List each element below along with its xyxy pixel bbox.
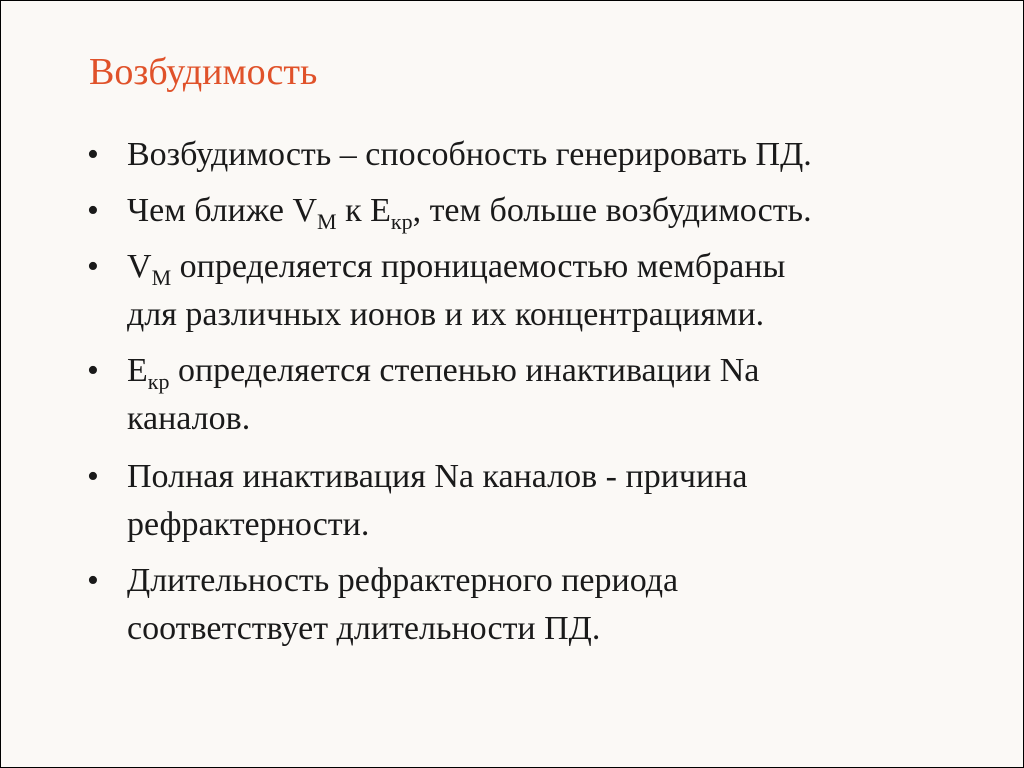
- bullet-marker: •: [87, 248, 99, 285]
- bullet-2-text-part: Чем ближе V: [127, 192, 318, 229]
- bullet-2-text-part: к E: [336, 192, 391, 229]
- bullet-4-line-2: каналов.: [127, 400, 251, 437]
- bullet-2-text: [127, 185, 812, 240]
- bullet-1-text: Возбудимость – способность генерировать ПД.: [127, 136, 812, 173]
- subscript-kr: кр: [390, 209, 413, 234]
- bullet-6-line-2: соответствует длительности ПД.: [127, 610, 601, 647]
- bullet-4-text-part: E: [127, 352, 148, 389]
- bullet-5-line-2: рефрактерности.: [127, 506, 370, 543]
- bullet-marker: •: [87, 352, 99, 389]
- bullet-2-text-part: , тем больше возбудимость.: [412, 192, 812, 229]
- subscript-m: M: [151, 265, 172, 290]
- bullet-marker: •: [87, 136, 99, 173]
- bullet-3-line-2: для различных ионов и их концентрациями.: [127, 296, 765, 333]
- bullet-3-line-1: [127, 241, 785, 296]
- bullet-marker: •: [87, 562, 99, 599]
- subscript-m: M: [317, 209, 337, 234]
- bullet-marker: •: [87, 192, 99, 229]
- bullet-3-text-part: V: [127, 248, 152, 285]
- bullet-5-line-1: Полная инактивация Na каналов - причина: [127, 458, 748, 495]
- bullet-4-line-1: [127, 345, 759, 400]
- bullet-4-text-part: определяется степенью инактивации Na: [169, 352, 760, 389]
- bullet-3-text-part: определяется проницаемостью мембраны: [171, 248, 786, 285]
- bullet-6-line-1: Длительность рефрактерного периода: [127, 562, 679, 599]
- bullet-marker: •: [87, 458, 99, 495]
- slide-title: Возбудимость: [89, 51, 318, 93]
- subscript-kr: кр: [147, 369, 170, 394]
